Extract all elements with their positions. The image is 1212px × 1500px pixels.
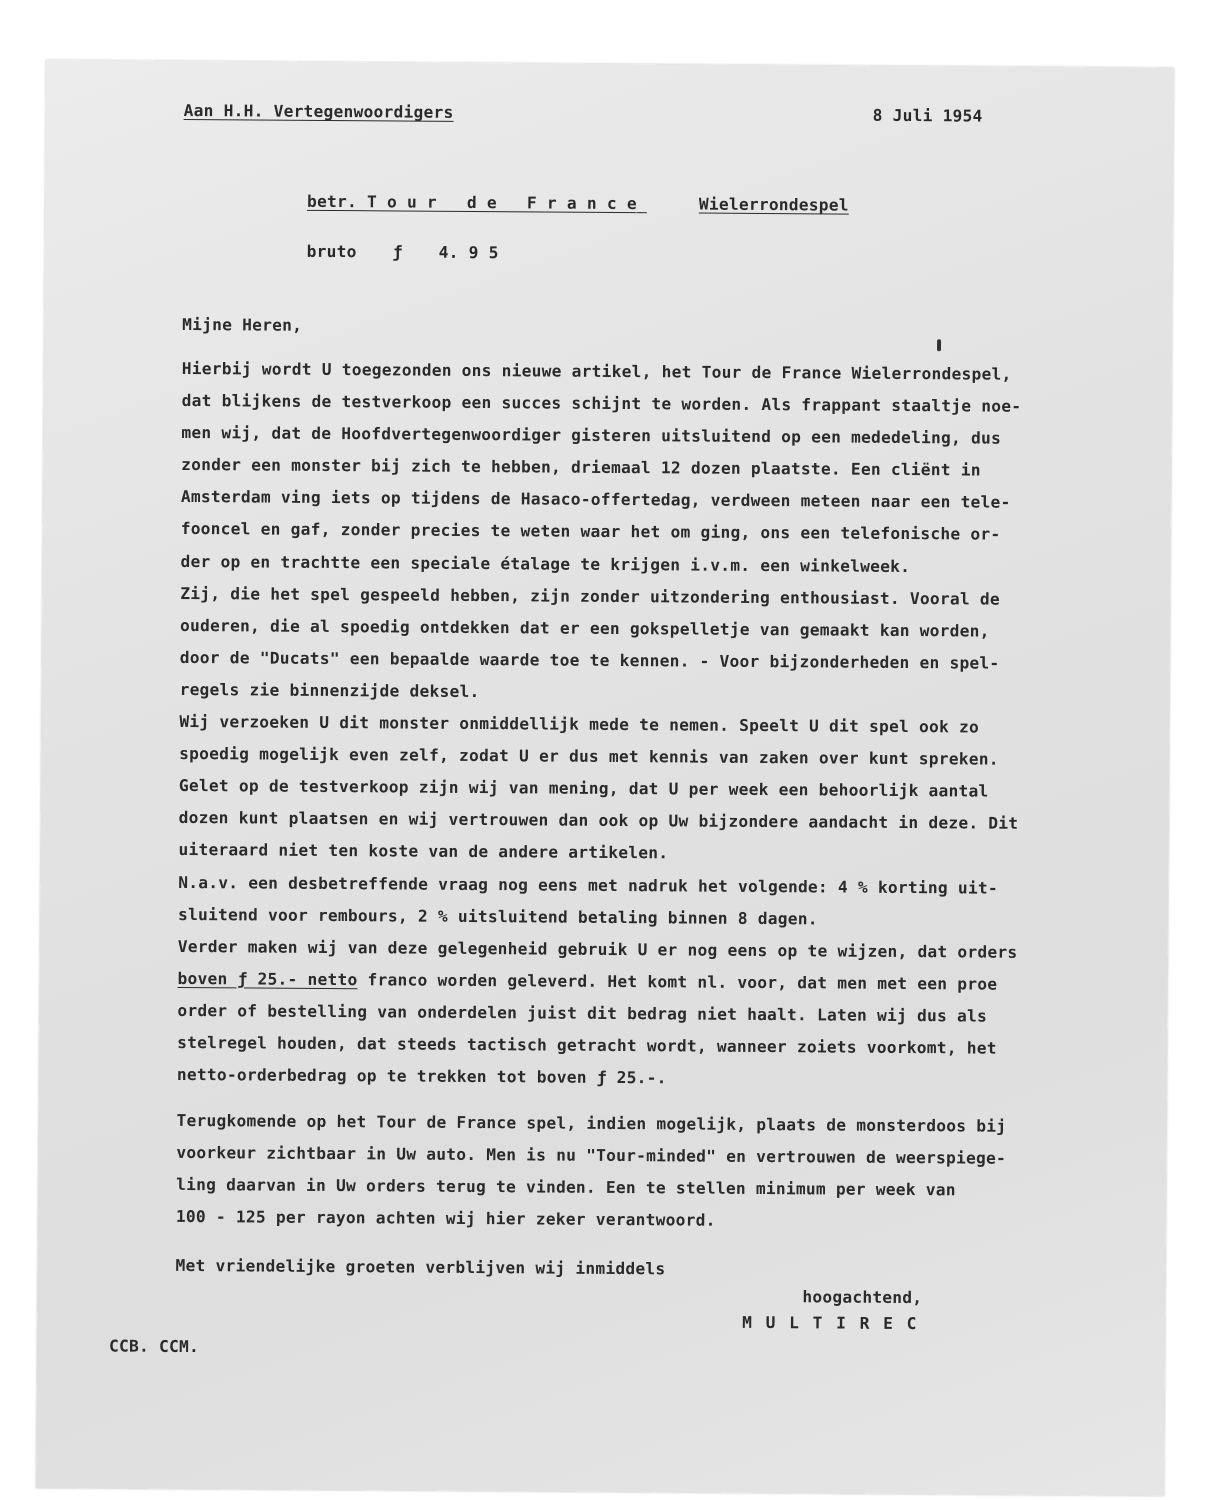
body-line: spoedig mogelijk even zelf, zodat U er dus met kennis van zaken over kunt spreken. bbox=[179, 744, 999, 769]
letter-date: 8 Juli 1954 bbox=[872, 105, 983, 126]
subject-prefix: betr. bbox=[306, 191, 358, 212]
body-line: N.a.v. een desbetreffende vraag nog eens met nadruk het volgende: 4 % korting uit- bbox=[178, 872, 998, 898]
body-line: men wij, dat de Hoofdvertegenwoordiger gisteren uitsluitend op een mededeling, dus bbox=[181, 423, 1002, 448]
body-line: regels zie binnenzijde deksel. bbox=[179, 679, 480, 701]
final-paragraph-line: voorkeur zichtbaar in Uw auto. Men is nu "Tour-minded" en vertrouwen de weerspiege- bbox=[176, 1143, 1007, 1168]
body-line: Zij, die het spel gespeeld hebben, zijn zonder uitzondering enthousiast. Vooral de bbox=[180, 583, 1000, 609]
price-label: bruto bbox=[306, 241, 357, 262]
final-paragraph-line: ling daarvan in Uw orders terug te vinden. Een te stellen minimum per week van bbox=[176, 1175, 956, 1200]
copies-notation: CCB. CCM. bbox=[108, 1336, 200, 1357]
final-paragraph-line: Terugkomende op het Tour de France spel, indien mogelijk, plaats de monsterdoos bij bbox=[176, 1111, 1007, 1136]
body-line: netto-orderbedrag op te trekken tot boven ƒ 25.-. bbox=[176, 1065, 667, 1088]
body-line: sluitend voor rembours, 2 % uitsluitend betaling binnen 8 dagen. bbox=[177, 904, 818, 929]
price-currency: ƒ bbox=[392, 242, 403, 262]
subject-suffix: Wielerrondespel bbox=[698, 194, 849, 215]
final-paragraph-line: 100 - 125 per rayon achten wij hier zeker verantwoord. bbox=[175, 1207, 716, 1231]
body-line: Hierbij wordt U toegezonden ons nieuwe artikel, het Tour de France Wielerrondespel, bbox=[181, 358, 1012, 384]
body-line: fooncel en gaf, zonder precies te weten waar het om ging, ons een telefonische or- bbox=[180, 519, 1001, 545]
subject-line bbox=[307, 192, 849, 215]
body-line: der op en trachtte een speciale étalage te krijgen i.v.m. een winkelweek. bbox=[180, 551, 911, 576]
franco-threshold: boven ƒ 25.- netto bbox=[177, 968, 358, 989]
price-line bbox=[307, 242, 499, 262]
ink-speck bbox=[937, 339, 941, 351]
salutation: Mijne Heren, bbox=[182, 314, 303, 335]
franco-rest: franco worden geleverd. Het komt nl. voor, dat men met een proe bbox=[357, 969, 998, 994]
body-line: Gelet op de testverkoop zijn wij van mening, dat U per week een behoorlijk aantal bbox=[178, 776, 989, 801]
company-name: M U L T I R E C bbox=[742, 1312, 919, 1334]
body-line: dozen kunt plaatsen en wij vertrouwen dan ook op Uw bijzondere aandacht in deze. Dit bbox=[178, 808, 1019, 834]
addressee: Aan H.H. Vertegenwoordigers bbox=[183, 100, 454, 122]
body-line: uiteraard niet ten koste van de andere artikelen. bbox=[178, 840, 669, 863]
price-amount: 4. 9 5 bbox=[438, 242, 499, 263]
letter-body bbox=[176, 353, 1172, 1240]
regards: hoogachtend, bbox=[802, 1287, 923, 1308]
subject-name: T o u r d e F r a n c e bbox=[366, 192, 637, 214]
body-line: stelregel houden, dat steeds tactisch getracht wordt, wanneer zoiets voorkomt, het bbox=[177, 1032, 997, 1058]
body-line: zonder een monster bij zich te hebben, driemaal 12 dozen plaatste. Een cliënt in bbox=[181, 455, 981, 480]
body-line: dat blijkens de testverkoop een succes schijnt te worden. Als frappant staaltje noe- bbox=[181, 391, 1022, 416]
body-line: order of bestelling van onderdelen juist dit bedrag niet haalt. Laten wij dus als bbox=[177, 1000, 988, 1026]
typed-letter bbox=[36, 60, 1174, 1496]
body-line: Amsterdam ving iets op tijdens de Hasaco-offertedag, verdween meteen naar een tele- bbox=[180, 487, 1011, 513]
body-line: door de "Ducats" een bepaalde waarde toe te kennen. - Voor bijzonderheden en spel- bbox=[179, 647, 1000, 673]
body-line: Verder maken wij van deze gelegenheid gebruik U er nog eens op te wijzen, dat orders bbox=[177, 936, 1018, 962]
body-line: ouderen, die al spoedig ontdekken dat er een gokspelletje van gemaakt kan worden, bbox=[179, 615, 990, 641]
closing-line: Met vriendelijke groeten verblijven wij inmiddels bbox=[175, 1255, 666, 1279]
body-line: Wij verzoeken U dit monster onmiddellijk mede te nemen. Speelt U dit spel ook zo bbox=[179, 711, 980, 737]
letter-page bbox=[36, 60, 1174, 1496]
